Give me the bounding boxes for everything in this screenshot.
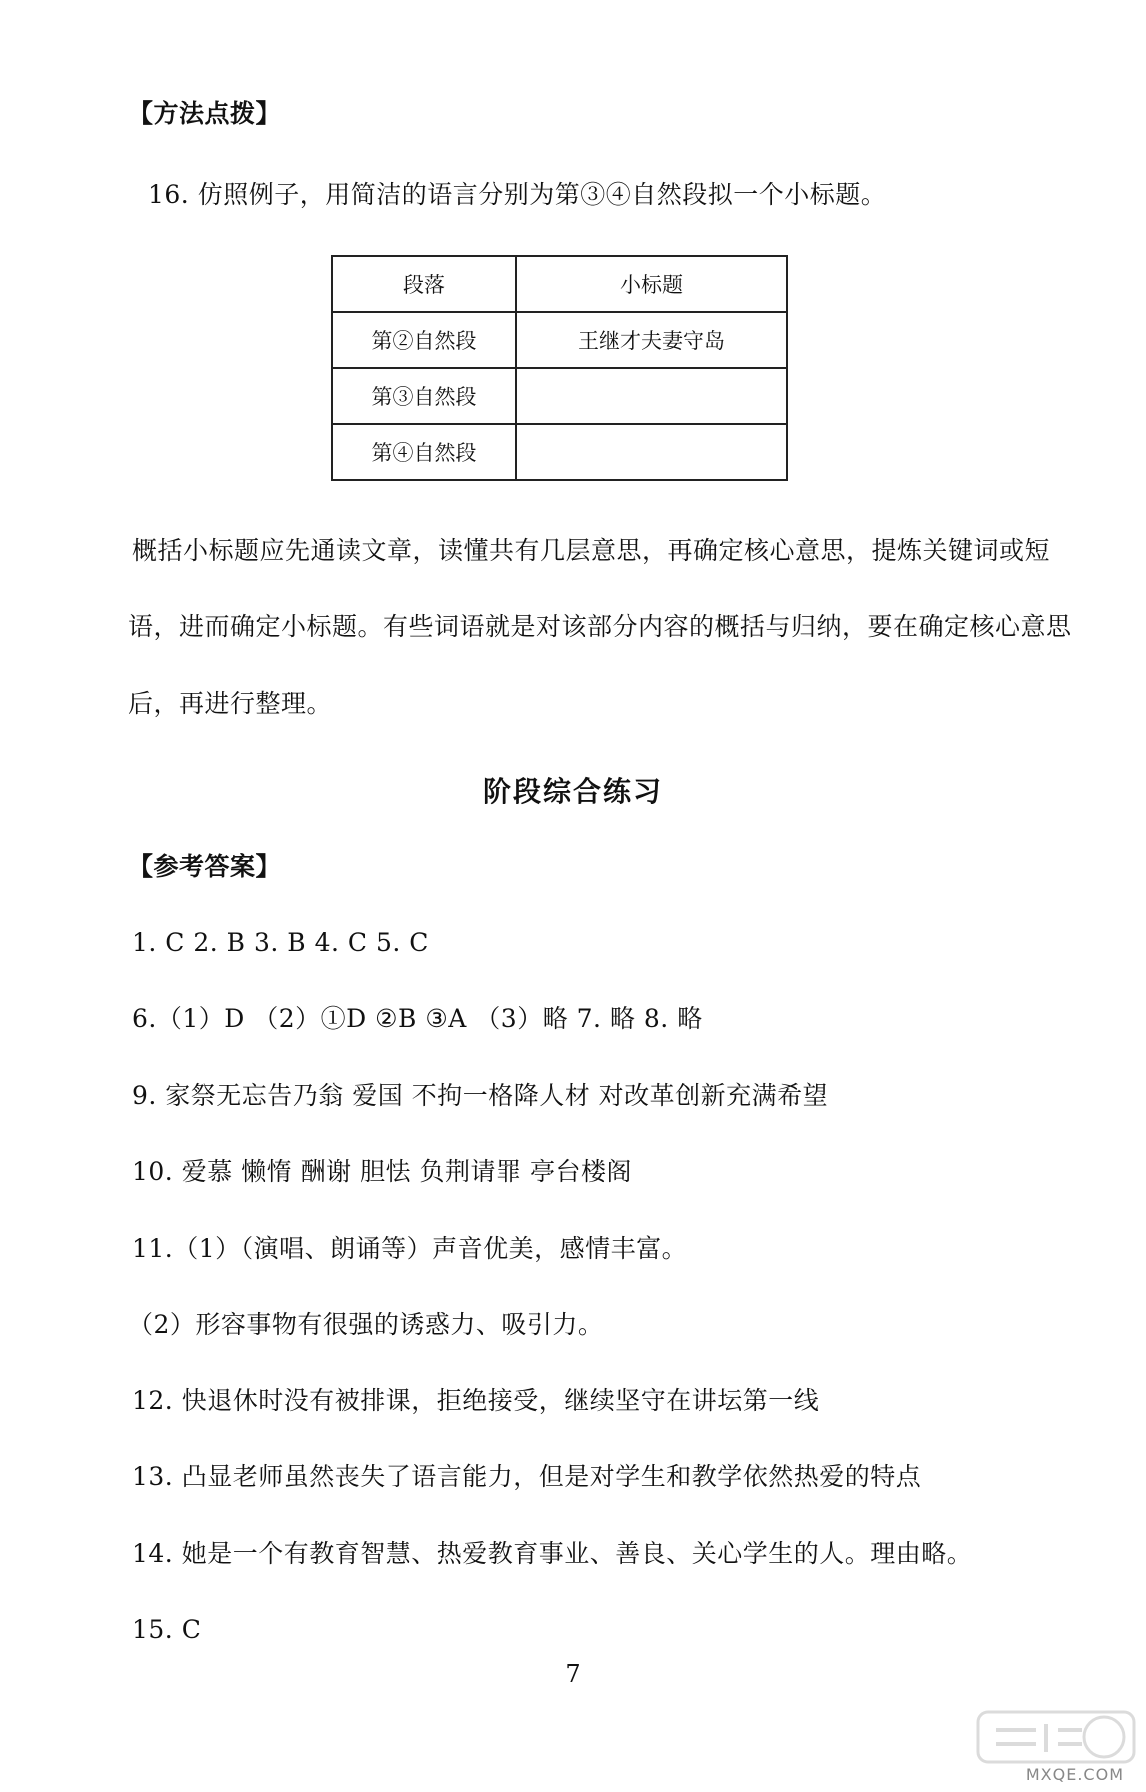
answer-line: 12. 快退休时没有被排课，拒绝接受，继续坚守在讲坛第一线 (132, 1386, 820, 1415)
method-text-line: 后，再进行整理。 (128, 689, 333, 718)
answer-line: 6.（1）D （2）①D ②B ③A （3）略 7. 略 8. 略 (132, 1004, 703, 1033)
table-cell (516, 368, 787, 424)
answer-line: 9. 家祭无忘告乃翁 爱国 不拘一格降人材 对改革创新充满希望 (132, 1081, 829, 1110)
question-16: 16. 仿照例子，用简洁的语言分别为第③④自然段拟一个小标题。 (148, 180, 887, 209)
table-header-paragraph: 段落 (332, 256, 516, 312)
table-cell: 第③自然段 (332, 368, 516, 424)
table-header-row (332, 256, 787, 312)
table-row (332, 312, 787, 368)
table-header-subtitle: 小标题 (516, 256, 787, 312)
table-row (332, 424, 787, 480)
answer-heading: 【参考答案】 (128, 852, 282, 881)
answer-line: 13. 凸显老师虽然丧失了语言能力，但是对学生和教学依然热爱的特点 (132, 1462, 922, 1491)
section-title: 阶段综合练习 (482, 775, 663, 808)
answer-line: （2）形容事物有很强的诱惑力、吸引力。 (128, 1310, 604, 1339)
method-text-line: 语，进而确定小标题。有些词语就是对该部分内容的概括与归纳，要在确定核心意思 (128, 612, 1072, 641)
answer-line: 11.（1）（演唱、朗诵等）声音优美，感情丰富。 (132, 1234, 688, 1263)
table-cell: 第④自然段 (332, 424, 516, 480)
method-text-line: 概括小标题应先通读文章，读懂共有几层意思，再确定核心意思，提炼关键词或短 (132, 536, 1051, 565)
table-cell: 王继才夫妻守岛 (516, 312, 787, 368)
method-heading: 【方法点拨】 (128, 99, 282, 128)
table-row (332, 368, 787, 424)
answer-line: 15. C (132, 1615, 202, 1644)
subtitle-table (331, 255, 788, 481)
watermark-url: MXQE.COM (1025, 1765, 1124, 1784)
answer-line: 14. 她是一个有教育智慧、热爱教育事业、善良、关心学生的人。理由略。 (132, 1539, 973, 1568)
answer-line: 10. 爱慕 懒惰 酬谢 胆怯 负荆请罪 亭台楼阁 (132, 1157, 632, 1186)
table-cell: 第②自然段 (332, 312, 516, 368)
answer-line: 1. C 2. B 3. B 4. C 5. C (132, 928, 429, 957)
page-number: 7 (565, 1660, 581, 1688)
table-cell (516, 424, 787, 480)
